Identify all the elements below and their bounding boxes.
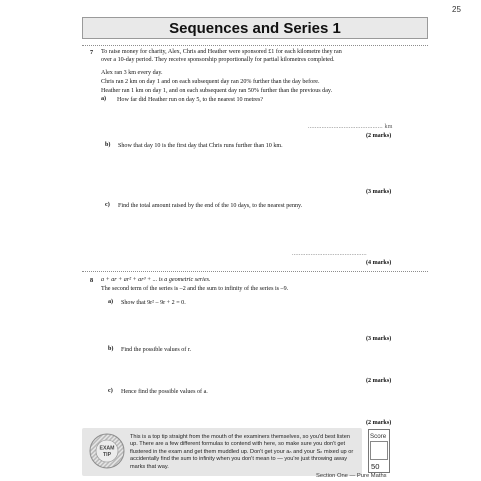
footer-section: Section One — Pure Maths (316, 473, 387, 479)
q8-part-b-text: Find the possible values of r. (121, 347, 192, 353)
q7-a-answer-line[interactable]: ............................................ km (308, 124, 393, 130)
divider (82, 271, 428, 272)
exam-tip-badge-icon (88, 431, 126, 471)
page-number: 25 (452, 5, 461, 14)
exam-tip-badge-top: EXAM (99, 445, 115, 452)
q7-intro-line2: over a 10-day period. They receive sponsorship proportionally for partial kilometres completed. (101, 57, 335, 63)
q8-series: a + ar + ar² + ar³ + ... is a geometric series. (101, 277, 211, 283)
q7-heather: Heather ran 1 km on day 1, and on each subsequent day ran 50% further than the previous day. (101, 88, 333, 94)
page-title: Sequences and Series 1 (169, 19, 341, 37)
q8-part-c-label: c) (108, 388, 113, 394)
q8-a-marks: (3 marks) (366, 336, 392, 342)
page-title-bar (82, 17, 428, 39)
q7-part-a-text: How far did Heather run on day 5, to the nearest 10 metres? (117, 97, 264, 103)
q7-c-marks: (4 marks) (366, 260, 392, 266)
q7-part-b-label: b) (105, 142, 111, 148)
q8-info: The second term of the series is –2 and the sum to infinity of the series is –9. (101, 286, 289, 292)
q7-part-b-text: Show that day 10 is the first day that Chris runs further than 10 km. (118, 143, 283, 149)
q7-alex: Alex ran 3 km every day. (101, 70, 163, 76)
divider (82, 45, 428, 46)
q8-b-marks: (2 marks) (366, 378, 392, 384)
q7-c-answer-line[interactable]: ............................................ (292, 251, 367, 257)
score-entry-field[interactable] (370, 441, 388, 460)
q7-a-marks: (2 marks) (366, 133, 392, 139)
question-number-7: 7 (90, 49, 94, 56)
q8-part-b-label: b) (108, 346, 114, 352)
q7-intro-line1: To raise money for charity, Alex, Chris and Heather were sponsored £1 for each kilometre they ran (101, 49, 342, 55)
q8-c-marks: (2 marks) (366, 420, 392, 426)
q7-part-c-text: Find the total amount raised by the end of the 10 days, to the nearest penny. (118, 203, 303, 209)
q7-chris: Chris ran 2 km on day 1 and on each subsequent day ran 20% further than the day before. (101, 79, 320, 85)
q8-part-a-label: a) (108, 299, 114, 305)
exam-tip-text: This is a top tip straight from the mouth of the examiners themselves, so you'd best listen up. There are a few different formulas to contend with here, so make sure you don't get flustered in the exam and get them muddled up. Don't get your aₙ and your Sₙ mixed up or accidentally find the sum to infinity when you don't mean to — you're just throwing away marks that way. (130, 434, 354, 470)
q8-part-a-text: Show that 9r² – 9r + 2 = 0. (121, 300, 186, 306)
q7-part-c-label: c) (105, 202, 110, 208)
q8-part-c-text: Hence find the possible values of a. (121, 389, 208, 395)
question-number-8: 8 (90, 277, 94, 284)
exam-tip-badge-bottom: TIP (102, 452, 112, 458)
score-total: 50 (371, 462, 380, 471)
q7-part-a-label: a) (101, 96, 107, 102)
q7-b-marks: (3 marks) (366, 189, 392, 195)
score-label: Score (370, 433, 387, 440)
